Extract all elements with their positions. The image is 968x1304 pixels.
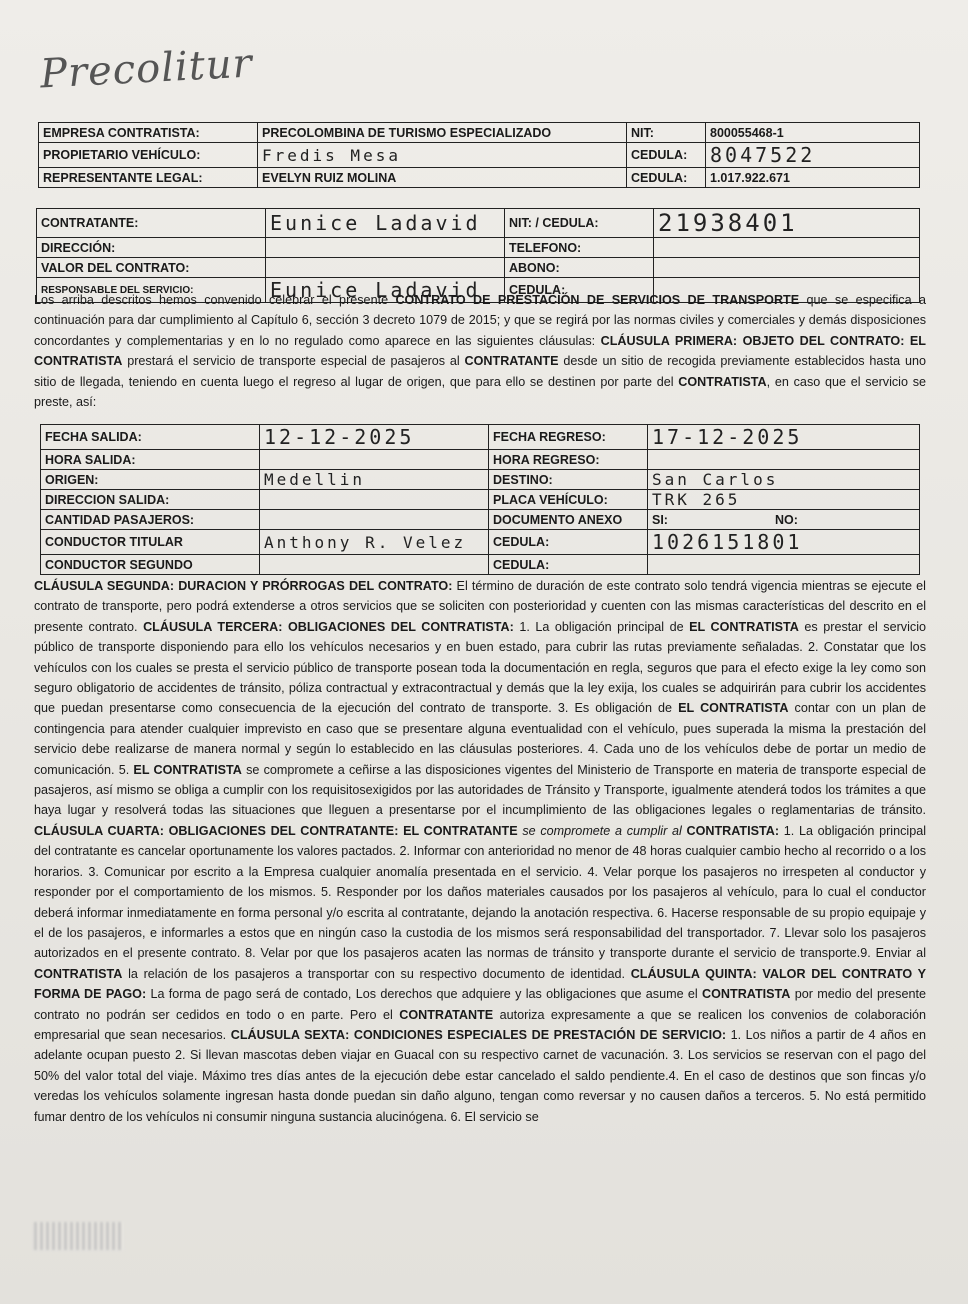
clause4-c: 1. La obligación principal del contratante es cancelar oportunamente los valores pactados. 2. Informar con anterioridad no menor de 48 horas cualquier cambio hecho al recorrido o a los horarios. 3. Comunicar por escrito a la Empresa cualquier anomalía presentada en el servicio. 4. Velar porque los pasajeros no irrespeten al conductor y responder por el comportamiento de los mismos. 5. Responder por los daños materiales causados por los pasajeros al vehículo, para lo cual el conductor deberá informar inmediatamente en forma personal y/o escrita al contratante, dejando la anotación respectiva. 6. Hacerse responsable de su propio equipaje y el de los pasajeros, e informarles a estos que en ningún caso la custodia de los mismos será responsabilidad del transportador. 7. Llevar solo los pasajeros autorizados en el presente contrato. 8. Velar por que los pasajeros acaten las normas de tránsito y transporte durante el servicio de transporte.9. Enviar al: [34, 823, 926, 961]
telefono-value: [654, 238, 920, 258]
company-logo: Precolitur: [38, 40, 254, 98]
cedula1-value: 8047522: [706, 143, 920, 168]
hora-regreso-label: HORA REGRESO:: [489, 450, 648, 470]
hora-regreso-value: [648, 450, 920, 470]
intro-p1a: Los arriba descritos hemos convenido celebrar el presente: [34, 293, 396, 307]
intro-paragraph: [34, 290, 926, 412]
clause1-b: CONTRATANTE: [464, 354, 559, 369]
conductor-titular-value: Anthony R. Velez: [260, 530, 489, 555]
cedula2-label: CEDULA:: [627, 168, 706, 188]
clause1-d: CONTRATISTA: [678, 374, 767, 389]
representante-label: REPRESENTANTE LEGAL:: [39, 168, 258, 188]
nit-label: NIT:: [627, 123, 706, 143]
cedula-titular-label: CEDULA:: [489, 530, 648, 555]
cedula1-label: CEDULA:: [627, 143, 706, 168]
fecha-salida-label: FECHA SALIDA:: [41, 425, 260, 450]
si-label: SI:: [652, 512, 668, 527]
hora-salida-label: HORA SALIDA:: [41, 450, 260, 470]
representante-value: EVELYN RUIZ MOLINA: [258, 168, 627, 188]
documento-label: DOCUMENTO ANEXO: [489, 510, 648, 530]
conductor-segundo-label: CONDUCTOR SEGUNDO: [41, 555, 260, 575]
cedula-segundo-value: [648, 555, 920, 575]
contratante-table: [36, 208, 920, 303]
clause3-f: EL CONTRATISTA: [133, 762, 242, 777]
fecha-regreso-label: FECHA REGRESO:: [489, 425, 648, 450]
clause2-text: El término de duración de este contrato solo tendrá vigencia mientras se ejecute el contrato de transporte, pero podrá extenderse a otros servicios que se soliciten con posterioridad y cuenten con las mismas características del descrito en el presente contrato.: [34, 579, 926, 634]
abono-label: ABONO:: [505, 258, 654, 278]
hora-salida-value: [260, 450, 489, 470]
cedula-segundo-label: CEDULA:: [489, 555, 648, 575]
clause1-a: prestará el servicio de transporte especial de pasajeros al: [122, 354, 465, 369]
clause4-d: CONTRATISTA: [34, 966, 123, 981]
clause4-b: CONTRATISTA:: [686, 823, 780, 838]
clause3-d: EL CONTRATISTA: [678, 701, 789, 716]
company-info-table: [38, 122, 920, 188]
valor-label: VALOR DEL CONTRATO:: [37, 258, 266, 278]
clause6-text: 1. Los niños a partir de 4 años en adelante ocupan puesto 2. Si llevan mascotas deben viajar en Guacal con su respectivo carnet de vacunación. 3. Los servicios se reservan con el pago del 50% del valor total del viaje. Máximo tres días antes de la ejecución debe estar cancelado el saldo pendiente.4. En el caso de destinos que son fincas y/o veredas los vehículos solamente ingresan hasta donde puedan sin daño alguno, tengan como reversar y no causen daños a terceros. 5. No está permitido fumar dentro de los vehículos ni consumir ninguna sustancia alucinógena. 6. El servicio se: [34, 1027, 926, 1124]
propietario-value: Fredis Mesa: [258, 143, 627, 168]
placa-value: TRK 265: [648, 490, 920, 510]
blurred-signature: [34, 1222, 124, 1250]
cantidad-value: [260, 510, 489, 530]
clause5-c: por medio del presente contrato no podrán ser cedidos en todo o en parte. Pero el: [34, 987, 926, 1022]
cedula2-value: 1.017.922.671: [706, 168, 920, 188]
cedula-resp-label: CEDULA:: [505, 278, 654, 303]
clause3-title: CLÁUSULA TERCERA: OBLIGACIONES DEL CONTRATISTA:: [143, 619, 514, 634]
clause4-title: CLÁUSULA CUARTA: OBLIGACIONES DEL CONTRATANTE: EL CONTRATANTE: [34, 823, 518, 838]
abono-value: [654, 258, 920, 278]
destino-value: San Carlos: [648, 470, 920, 490]
contratante-value: Eunice Ladavid: [266, 209, 505, 238]
nit-value: 800055468-1: [706, 123, 920, 143]
clauses-text: [34, 576, 926, 1127]
clause3-g: se compromete a ceñirse a las disposiciones vigentes del Ministerio de Transporte en materia de transporte especial de pasajeros, así mismo se obliga a cumplir con los requisitosexigidos por las autoridades de Tránsito y Transporte, igualmente atenderá todos los trámites a que haya lugar y resolverá todas las situaciones que lleguen a presentarse por el incumplimiento de las obligaciones legales o reglamentarias de tránsito.: [34, 762, 926, 818]
intro-p1c: que se especifica a continuación para dar cumplimiento al Capítulo 6, sección 3 decreto 1079 de 2015; y que se regirá por las normas civiles y comerciales y demás disposiciones concordantes y complementarias y en lo no regulado como aparece en las siguientes cláusulas:: [34, 293, 926, 348]
clause5-e: autoriza expresamente a que se realicen los convenios de colaboración empresarial que sean necesarios.: [34, 1007, 926, 1042]
propietario-label: PROPIETARIO VEHÍCULO:: [39, 143, 258, 168]
clause1-e: , en caso que el servicio se preste, así:: [34, 374, 926, 410]
empresa-label: EMPRESA CONTRATISTA:: [39, 123, 258, 143]
telefono-label: TELEFONO:: [505, 238, 654, 258]
nit-cedula-label: NIT: / CEDULA:: [505, 209, 654, 238]
clause6-title: CLÁUSULA SEXTA: CONDICIONES ESPECIALES DE PRESTACIÓN DE SERVICIO:: [230, 1027, 727, 1042]
fecha-regreso-value: 17-12-2025: [648, 425, 920, 450]
clause5-title: CLÁUSULA QUINTA: VALOR DEL CONTRATO Y FORMA DE PAGO:: [34, 966, 926, 1002]
fecha-salida-value: 12-12-2025: [260, 425, 489, 450]
cedula-titular-value: 1026151801: [648, 530, 920, 555]
trip-table: [40, 424, 920, 575]
clause3-e: contar con un plan de contingencia para atender cualquier imprevisto en caso que se presentare alguna eventualidad con el vehículo, pues superada la misma la prestación del servicio debe realizarse de manera normal y según lo establecido en las cláusulas posteriores. 4. Cada uno de los vehículos debe de portar un medio de comunicación. 5.: [34, 701, 926, 777]
cantidad-label: CANTIDAD PASAJEROS:: [41, 510, 260, 530]
contratante-label: CONTRATANTE:: [37, 209, 266, 238]
clause4-a: se compromete a cumplir al: [517, 823, 687, 838]
direccion-salida-label: DIRECCION SALIDA:: [41, 490, 260, 510]
conductor-titular-label: CONDUCTOR TITULAR: [41, 530, 260, 555]
clause2-title: CLÁUSULA SEGUNDA: DURACION Y PRÓRROGAS DEL CONTRATO:: [34, 579, 453, 593]
valor-value: [266, 258, 505, 278]
clause5-d: CONTRATANTE: [399, 1007, 494, 1022]
clause5-a: La forma de pago será de contado, Los derechos que adquiere y las obligaciones que asume el: [146, 987, 703, 1002]
responsable-label: RESPONSABLE DEL SERVICIO:: [37, 278, 266, 303]
responsable-value: Eunice Ladavid: [266, 278, 505, 303]
clause3-a: 1. La obligación principal de: [513, 619, 690, 634]
documento-value: [648, 510, 920, 530]
nit-cedula-value: 21938401: [654, 209, 920, 238]
direccion-label: DIRECCIÓN:: [37, 238, 266, 258]
empresa-value: PRECOLOMBINA DE TURISMO ESPECIALIZADO: [258, 123, 627, 143]
direccion-salida-value: [260, 490, 489, 510]
clause5-b: CONTRATISTA: [702, 987, 791, 1002]
destino-label: DESTINO:: [489, 470, 648, 490]
direccion-value: [266, 238, 505, 258]
origen-label: ORIGEN:: [41, 470, 260, 490]
clause3-c: es prestar el servicio público de transporte disponiendo para ello los vehículos necesarios y en buen estado, para cubrir las rutas previamente señaladas. 2. Constatar que los vehículos con los cuales se presta el servicio público de transporte posean toda la documentación en regla, seguros que para el efecto exige la ley como son seguro obligatorio de accidentes de tránsito, póliza contractual y extracontractual y demás que la ley exija, los cuales se adquirirán para cubrir los accidentes que puedan presentarse como consecuencia de la ejecución del contrato de transporte. 3. Es obligación de: [34, 619, 926, 716]
clause1-c: desde un sitio de recogida previamente establecidos hasta uno sitio de llegada, teniendo en cuenta luego el regreso al lugar de origen, que para ello se destinen por parte del: [34, 354, 926, 389]
placa-label: PLACA VEHÍCULO:: [489, 490, 648, 510]
clause4-e: la relación de los pasajeros a transportar con su respectivo documento de identidad.: [122, 966, 631, 981]
no-label: NO:: [774, 512, 798, 527]
intro-p1b: CONTRATO DE PRESTACIÓN DE SERVICIOS DE TRANSPORTE: [395, 293, 800, 307]
clause1-title: CLÁUSULA PRIMERA: OBJETO DEL CONTRATO: EL CONTRATISTA: [34, 333, 926, 369]
conductor-segundo-value: [260, 555, 489, 575]
clause3-b: EL CONTRATISTA: [689, 619, 799, 634]
origen-value: Medellin: [260, 470, 489, 490]
